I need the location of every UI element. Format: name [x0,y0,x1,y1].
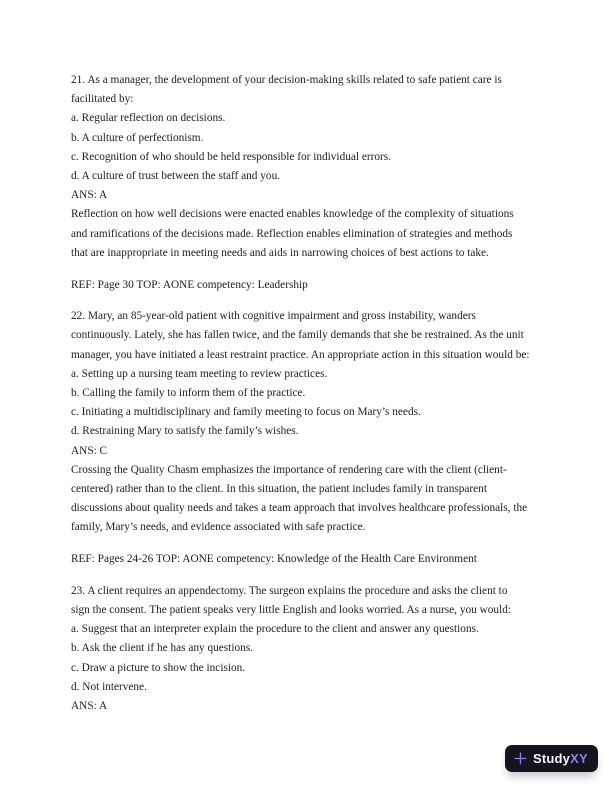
text-line: 21. As a manager, the development of your decision-making skills related to safe patient care is [71,74,502,86]
text-line: d. Not intervene. [71,680,147,693]
text-line: c. Recognition of who should be held responsible for individual errors. [71,150,392,163]
answer-line: ANS: A [71,700,108,713]
text-line: that are inappropriate in meeting needs and aids in narrowing choices of best actions to take. [71,246,489,259]
ref-line-22: REF: Pages 24-26 TOP: AONE competency: Knowledge of the Health Care Environment [71,553,477,566]
plus-icon [513,751,528,766]
text-line: d. A culture of trust between the staff and you. [71,170,281,183]
answer-line: ANS: C [71,444,108,457]
text-line: c. Draw a picture to show the incision. [71,661,246,674]
document-content [71,71,576,729]
text-line: family, Mary’s needs, and evidence associated with safe practice. [71,521,366,534]
studyxy-logo [505,745,598,772]
brand-study: Study [533,751,571,766]
ref-line-21: REF: Page 30 TOP: AONE competency: Leadership [71,278,308,291]
text-line: a. Setting up a nursing team meeting to review practices. [71,367,328,380]
text-line: and ramifications of the decisions made. Reflection enables elimination of strategies and methods [71,227,513,240]
text-line: 22. Mary, an 85-year-old patient with cognitive impairment and gross instability, wanders [71,310,476,323]
brand-xy: XY [570,751,588,766]
text-line: Reflection on how well decisions were enacted enables knowledge of the complexity of situations [71,208,514,221]
text-line: d. Restraining Mary to satisfy the family’s wishes. [71,425,299,438]
text-line: c. Initiating a multidisciplinary and family meeting to focus on Mary’s needs. [71,406,421,419]
brand-wordmark [533,752,588,765]
question-block-21 [71,71,576,263]
text-line: continuously. Lately, she has fallen twice, and the family demands that she be restrained. As the unit [71,329,524,342]
text-line: a. Regular reflection on decisions. [71,112,226,125]
text-line: facilitated by: [71,93,134,106]
text-line: a. Suggest that an interpreter explain the procedure to the client and answer any questions. [71,623,479,636]
text-line: discussions about quality needs and takes a team approach that involves healthcare professionals, the [71,502,528,515]
text-line: Crossing the Quality Chasm emphasizes the importance of rendering care with the client (client- [71,463,507,476]
answer-line: ANS: A [71,189,108,202]
question-block-22 [71,307,576,537]
text-line: 23. A client requires an appendectomy. The surgeon explains the procedure and asks the client to [71,584,508,597]
text-line: manager, you have initiated a least restraint practice. An appropriate action in this situation would be: [71,348,530,361]
text-line: centered) rather than to the client. In this situation, the patient includes family in transparent [71,483,487,496]
question-block-23 [71,582,576,716]
text-line: sign the consent. The patient speaks very little English and looks worried. As a nurse, you would: [71,604,511,617]
text-line: b. A culture of perfectionism. [71,131,204,144]
text-line: b. Ask the client if he has any questions. [71,642,253,655]
text-line: b. Calling the family to inform them of the practice. [71,387,306,400]
